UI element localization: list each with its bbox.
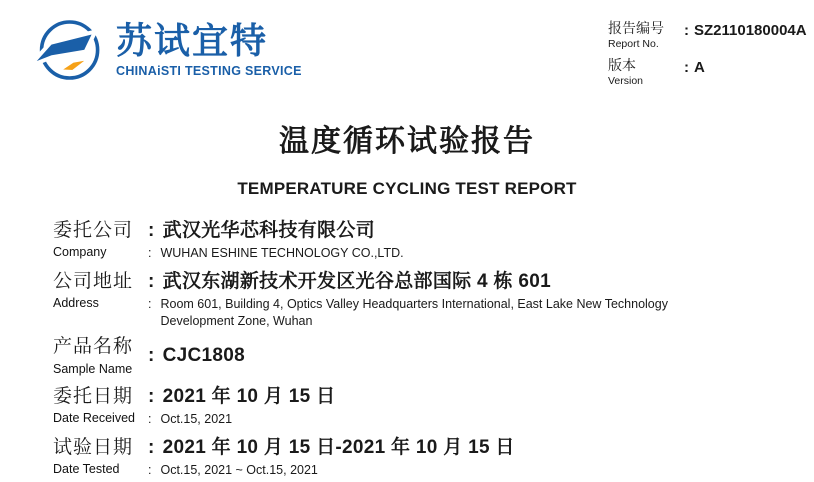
address-labels [53, 270, 148, 329]
company-label-en: Company [53, 245, 107, 260]
company-labels [53, 219, 148, 262]
colon: : [148, 270, 155, 292]
colon: : [148, 463, 152, 478]
colon: : [148, 436, 155, 458]
report-fields [53, 219, 774, 479]
report-no-label-cn: 报告编号 [608, 20, 664, 36]
report-no-value [684, 20, 807, 50]
colon: : [148, 246, 152, 261]
report-meta-block [608, 20, 806, 95]
version-text: A [694, 59, 705, 77]
chinaisti-logo-icon [28, 14, 108, 86]
report-title-en: TEMPERATURE CYCLING TEST REPORT [237, 179, 577, 198]
company-logo [28, 14, 302, 86]
address-value-cn: : 武汉东湖新技术开发区光谷总部国际 4 栋 601 [148, 270, 551, 292]
logo-name-cn: 苏试宜特 [116, 19, 269, 61]
colon: : [148, 219, 155, 241]
field-row-date-tested [53, 436, 774, 479]
company-label-cn: 委托公司 [53, 219, 134, 241]
report-no-row [608, 20, 806, 50]
date-tested-label-en: Date Tested [53, 462, 120, 477]
report-no-text: SZ2110180004A [694, 22, 807, 39]
colon: : [148, 385, 155, 407]
logo-text [116, 19, 302, 78]
version-labels [608, 57, 684, 87]
address-label-en: Address [53, 296, 99, 311]
company-values [148, 219, 774, 262]
field-row-company [53, 219, 774, 262]
address-label-cn: 公司地址 [53, 270, 134, 292]
address-values [148, 270, 774, 329]
colon: : [684, 22, 689, 39]
date-tested-value-en: : Oct.15, 2021 ~ Oct.15, 2021 [148, 463, 318, 478]
date-tested-label-cn: 试验日期 [53, 436, 134, 458]
page-header [0, 0, 814, 98]
report-title-cn: 温度循环试验报告 [279, 125, 535, 158]
sample-name-label-en: Sample Name [53, 361, 133, 376]
colon: : [148, 297, 152, 312]
colon: : [684, 59, 689, 77]
logo-name-en: CHINAiSTI TESTING SERVICE [116, 63, 302, 78]
sample-name-labels [53, 335, 148, 377]
colon: : [148, 412, 152, 427]
address-value-en: : Room 601, Building 4, Optics Valley Headquarters International, East Lake New Technology Development Zone, Wuhan [148, 297, 668, 328]
date-received-label-cn: 委托日期 [53, 385, 134, 407]
field-row-sample-name [53, 335, 774, 377]
company-value-en: : WUHAN ESHINE TECHNOLOGY CO.,LTD. [148, 246, 404, 261]
colon: : [148, 344, 155, 366]
sample-name-label-cn: 产品名称 [53, 335, 134, 357]
field-row-address [53, 270, 774, 329]
date-tested-values [148, 436, 774, 479]
date-received-labels [53, 385, 148, 428]
date-received-label-en: Date Received [53, 411, 135, 426]
version-row [608, 57, 806, 87]
sample-name-value: : CJC1808 [148, 344, 246, 366]
date-received-value-cn: : 2021 年 10 月 15 日 [148, 385, 336, 407]
date-received-value-en: : Oct.15, 2021 [148, 412, 233, 427]
date-tested-value-cn: : 2021 年 10 月 15 日-2021 年 10 月 15 日 [148, 436, 515, 458]
date-received-values [148, 385, 774, 428]
sample-name-values [148, 335, 774, 377]
version-label-en: Version [608, 75, 644, 88]
field-row-date-received [53, 385, 774, 428]
version-value [684, 57, 705, 87]
report-no-labels [608, 20, 684, 50]
report-no-label-en: Report No. [608, 37, 659, 50]
date-tested-labels [53, 436, 148, 479]
company-value-cn: : 武汉光华芯科技有限公司 [148, 219, 375, 241]
version-label-cn: 版本 [608, 57, 636, 74]
